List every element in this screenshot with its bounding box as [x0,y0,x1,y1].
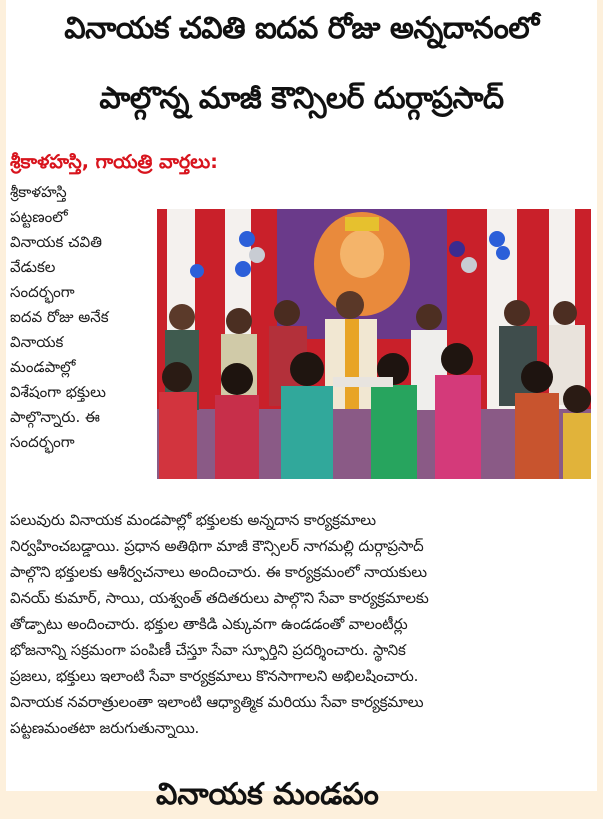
lead-line: శ్రీకాళహస్తి [10,183,67,201]
headline-line-2: పాల్గొన్న మాజీ కౌన్సిలర్ దుర్గాప్రసాద్ [99,81,504,116]
lead-line: ఐదవ రోజు అనేక [10,308,109,326]
body-line: భోజనాన్ని సక్రమంగా పంపిణీ చేస్తూ సేవా స్ఫూర్తిని ప్రదర్శించారు. స్థానిక [10,641,406,659]
lead-line: వేడుకల [10,258,56,276]
lead-line: వినాయక చవితి [10,233,102,251]
lead-line: విశేషంగా భక్తులు [10,383,106,401]
body-line: నిర్వహించబడ్డాయి. ప్రధాన అతిథిగా మాజీ కౌన్సిలర్ నాగమల్లి దుర్గాప్రసాద్ [10,537,424,555]
body-line: పాల్గొని భక్తులకు ఆశీర్వచనాలు అందించారు. ఈ కార్యక్రమంలో నాయకులు [10,563,427,581]
lead-line: సందర్భంగా [10,433,75,451]
lead-line: పట్టణంలో [10,208,68,226]
body-line: వినాయక నవరాత్రులంతా ఇలాంటి ఆధ్యాత్మిక మరియు సేవా కార్యక్రమాలు [10,693,424,711]
body-line: పలువురు వినాయక మండపాల్లో భక్తులకు అన్నదాన కార్యక్రమాలు [10,511,376,529]
body-line: పట్టణమంతటా జరుగుతున్నాయి. [10,719,200,737]
annadanam-photo-illustration [157,209,591,479]
next-article-headline: వినాయక మండపం [156,777,379,812]
lead-line: పాల్గొన్నారు. ఈ [10,408,100,426]
lead-line: సందర్భంగా [10,283,75,301]
body-line: తోడ్పాటు అందించారు. భక్తుల తాకిడి ఎక్కువగా ఉండడంతో వాలంటీర్లు [10,615,408,633]
lead-column [10,180,152,455]
body-line: ప్రజలు, భక్తులు ఇలాంటి సేవా కార్యక్రమాలు కొనసాగాలని అభిలషించారు. [10,667,419,685]
event-photo [157,209,591,479]
lead-line: మండపాల్లో [10,358,76,376]
newspaper-clipping [6,0,597,812]
headline-line-1: వినాయక చవితి ఐదవ రోజు అన్నదానంలో [64,11,539,46]
dateline: శ్రీకాళహస్తి, గాయత్రి వార్తలు: [10,151,218,173]
article-body [10,507,590,741]
body-line: వినయ్ కుమార్, సాయి, యశ్వంత్ తదితరులు పాల్గొని సేవా కార్యక్రమాలకు [10,589,429,607]
lead-line: వినాయక [10,333,64,351]
